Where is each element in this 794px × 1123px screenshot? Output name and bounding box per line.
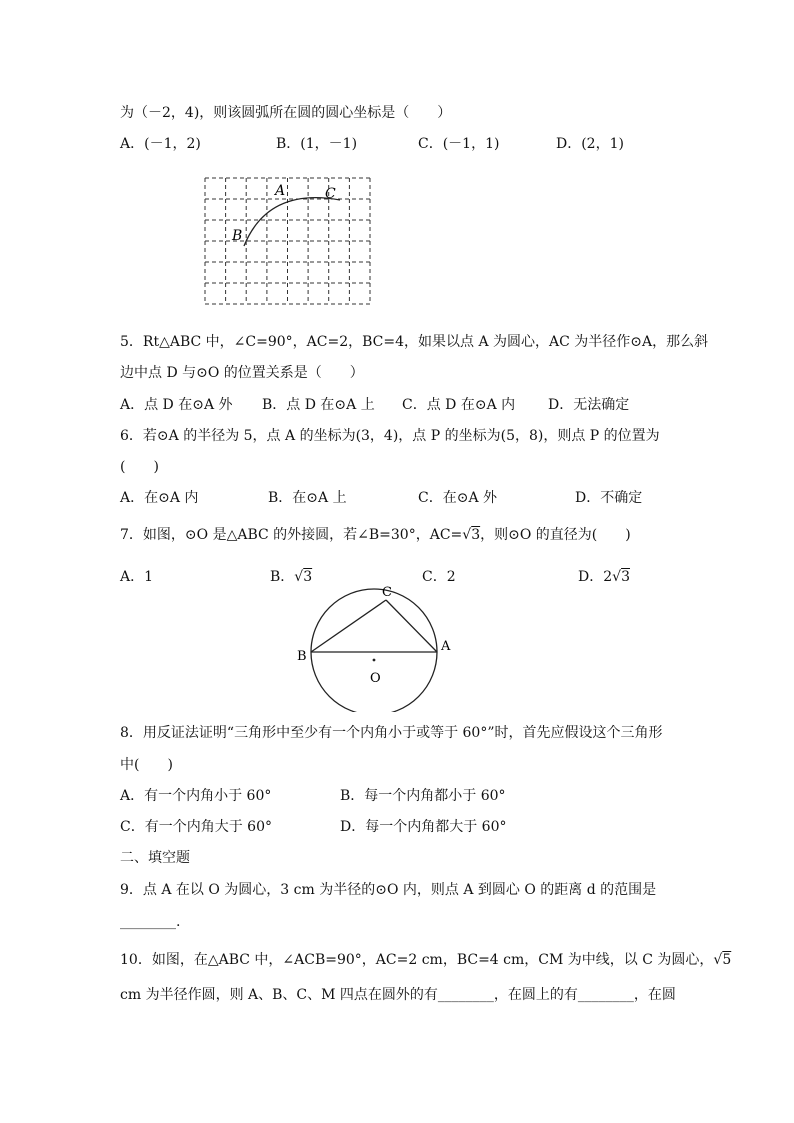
arc-path [244, 198, 340, 246]
q7-option-b-prefix: B． [270, 569, 295, 585]
q6-option-c: C．在⊙A 外 [418, 490, 498, 506]
q8-option-d: D．每一个内角都大于 60° [340, 819, 507, 835]
segment-ca [386, 600, 437, 652]
label-b: B [297, 649, 307, 664]
q10-stem-pre: 10．如图，在△ABC 中，∠ACB=90°，AC=2 cm，BC=4 cm，CM 为中线，以 C 为圆心， [120, 952, 714, 968]
label-c: C [325, 186, 336, 202]
q9-stem-line1: 9．点 A 在以 O 为圆心，3 cm 为半径的⊙O 内，则点 A 到圆心 O 的距离 d 的范围是 [120, 882, 657, 898]
section-heading: 二、填空题 [120, 850, 190, 866]
q8-stem-line1: 8．用反证法证明“三角形中至少有一个内角小于或等于 60°”时，首先应假设这个三角形 [120, 725, 663, 741]
label-a: A [275, 183, 286, 199]
q6-stem-line2: ( ) [120, 459, 159, 475]
q4-stem: 为（－2，4)，则该圆弧所在圆的圆心坐标是（ ） [120, 105, 452, 121]
q7-option-d-prefix: D．2 [578, 569, 613, 585]
label-b: B [232, 228, 243, 244]
q6-option-d: D．不确定 [575, 490, 643, 506]
q8-stem-line2: 中( ) [120, 757, 173, 773]
sqrt-radicand: 3 [621, 569, 630, 585]
sqrt-radicand: 3 [303, 569, 313, 585]
q5-option-b: B．点 D 在⊙A 上 [262, 397, 375, 413]
q6-option-a: A．在⊙A 内 [120, 490, 199, 506]
q7-option-c: C．2 [422, 569, 456, 585]
q7-stem-pre: 7．如图，⊙O 是△ABC 的外接圆，若∠B=30°，AC= [120, 527, 463, 543]
q10-stem-line1 [120, 951, 731, 969]
q4-option-a: A．(－1，2) [120, 136, 201, 152]
q7-circle-figure [290, 582, 460, 712]
q9-stem-line2: ________. [120, 914, 181, 930]
circumcircle [311, 589, 437, 712]
q4-option-d: D．(2，1) [556, 136, 624, 152]
q4-option-c: C．(－1，1) [418, 136, 500, 152]
grid-lines [205, 178, 370, 304]
q7-option-d [578, 568, 630, 586]
q7-stem [120, 526, 631, 544]
center-point [373, 659, 376, 662]
label-c: C [382, 585, 392, 600]
q4-grid-figure [200, 173, 375, 309]
sqrt-3: √3 [294, 569, 313, 585]
sqrt-radicand: 5 [722, 952, 732, 968]
label-o: O [370, 671, 381, 686]
q6-option-b: B．在⊙A 上 [268, 490, 347, 506]
q7-stem-post: ，则⊙O 的直径为( ) [480, 527, 631, 543]
sqrt-radicand: 3 [471, 527, 481, 543]
q8-option-b: B．每一个内角都小于 60° [340, 788, 506, 804]
segment-bc [311, 600, 386, 652]
q5-option-d: D．无法确定 [548, 397, 630, 413]
q10-stem-line2: cm 为半径作圆，则 A、B、C、M 四点在圆外的有________，在圆上的有________，在圆 [120, 987, 676, 1003]
q7-option-a: A．1 [120, 569, 154, 585]
sqrt-5: √5 [713, 952, 732, 968]
q8-option-a: A．有一个内角小于 60° [120, 788, 272, 804]
q5-stem-line2: 边中点 D 与⊙O 的位置关系是（ ） [120, 365, 364, 381]
q8-option-c: C．有一个内角大于 60° [120, 819, 272, 835]
q4-option-b: B．(1，－1) [276, 136, 358, 152]
sqrt-3: √3 [612, 569, 630, 585]
q5-option-a: A．点 D 在⊙A 外 [120, 397, 233, 413]
label-a: A [441, 639, 451, 654]
q5-option-c: C．点 D 在⊙A 内 [402, 397, 516, 413]
sqrt-3: √3 [462, 527, 481, 543]
q6-stem-line1: 6．若⊙A 的半径为 5，点 A 的坐标为(3，4)，点 P 的坐标为(5，8)，则点 P 的位置为 [120, 428, 660, 444]
q5-stem-line1: 5．Rt△ABC 中，∠C=90°，AC=2，BC=4，如果以点 A 为圆心，AC 为半径作⊙A，那么斜 [120, 334, 709, 350]
